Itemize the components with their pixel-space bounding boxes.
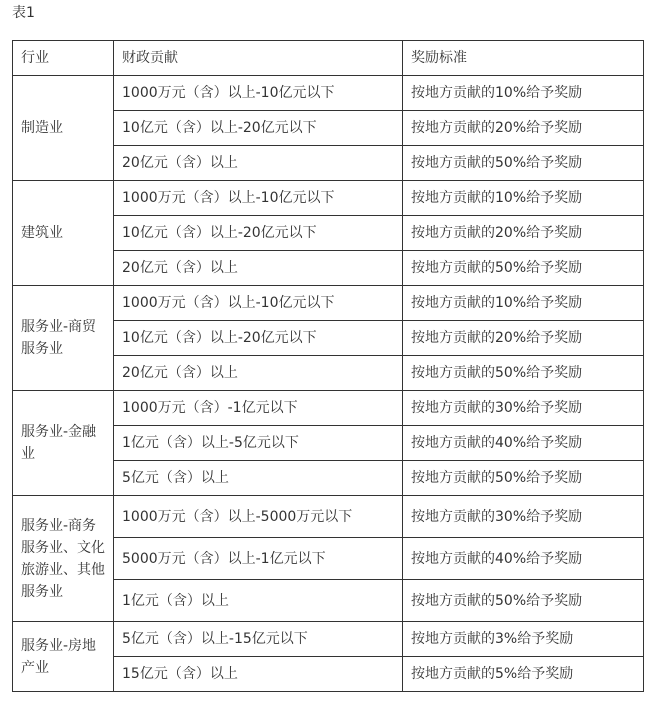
contribution-cell: 20亿元（含）以上 [114, 251, 403, 286]
table-row [13, 391, 644, 426]
header-contribution: 财政贡献 [114, 41, 403, 76]
contribution-cell: 1000万元（含）以上-10亿元以下 [114, 181, 403, 216]
contribution-cell: 1亿元（含）以上 [114, 580, 403, 622]
industry-cell: 制造业 [13, 76, 114, 181]
reward-cell: 按地方贡献的20%给予奖励 [403, 321, 644, 356]
reward-cell: 按地方贡献的40%给予奖励 [403, 538, 644, 580]
table-row [13, 622, 644, 657]
table-caption: 表1 [12, 5, 35, 21]
contribution-cell: 10亿元（含）以上-20亿元以下 [114, 111, 403, 146]
contribution-cell: 5亿元（含）以上 [114, 461, 403, 496]
table-row [13, 286, 644, 321]
reward-cell: 按地方贡献的3%给予奖励 [403, 622, 644, 657]
table-row [13, 181, 644, 216]
industry-cell: 建筑业 [13, 181, 114, 286]
reward-cell: 按地方贡献的20%给予奖励 [403, 216, 644, 251]
industry-cell: 服务业-商贸服务业 [13, 286, 114, 391]
reward-cell: 按地方贡献的50%给予奖励 [403, 356, 644, 391]
reward-cell: 按地方贡献的10%给予奖励 [403, 181, 644, 216]
contribution-cell: 5亿元（含）以上-15亿元以下 [114, 622, 403, 657]
reward-cell: 按地方贡献的30%给予奖励 [403, 496, 644, 538]
contribution-cell: 1000万元（含）以上-10亿元以下 [114, 76, 403, 111]
reward-cell: 按地方贡献的30%给予奖励 [403, 391, 644, 426]
reward-cell: 按地方贡献的20%给予奖励 [403, 111, 644, 146]
reward-cell: 按地方贡献的10%给予奖励 [403, 76, 644, 111]
reward-cell: 按地方贡献的10%给予奖励 [403, 286, 644, 321]
contribution-cell: 1000万元（含）-1亿元以下 [114, 391, 403, 426]
table-row [13, 496, 644, 538]
industry-cell: 服务业-金融业 [13, 391, 114, 496]
header-row [13, 41, 644, 76]
reward-cell: 按地方贡献的50%给予奖励 [403, 251, 644, 286]
contribution-cell: 1000万元（含）以上-5000万元以下 [114, 496, 403, 538]
contribution-cell: 1亿元（含）以上-5亿元以下 [114, 426, 403, 461]
reward-cell: 按地方贡献的50%给予奖励 [403, 580, 644, 622]
header-reward: 奖励标准 [403, 41, 644, 76]
contribution-cell: 10亿元（含）以上-20亿元以下 [114, 216, 403, 251]
contribution-cell: 5000万元（含）以上-1亿元以下 [114, 538, 403, 580]
contribution-cell: 1000万元（含）以上-10亿元以下 [114, 286, 403, 321]
header-industry: 行业 [13, 41, 114, 76]
contribution-cell: 10亿元（含）以上-20亿元以下 [114, 321, 403, 356]
reward-cell: 按地方贡献的40%给予奖励 [403, 426, 644, 461]
contribution-cell: 20亿元（含）以上 [114, 146, 403, 181]
contribution-cell: 20亿元（含）以上 [114, 356, 403, 391]
industry-cell: 服务业-房地产业 [13, 622, 114, 692]
reward-table [12, 40, 644, 692]
reward-cell: 按地方贡献的5%给予奖励 [403, 657, 644, 692]
reward-cell: 按地方贡献的50%给予奖励 [403, 461, 644, 496]
industry-cell: 服务业-商务服务业、文化旅游业、其他服务业 [13, 496, 114, 622]
reward-cell: 按地方贡献的50%给予奖励 [403, 146, 644, 181]
contribution-cell: 15亿元（含）以上 [114, 657, 403, 692]
table-row [13, 76, 644, 111]
